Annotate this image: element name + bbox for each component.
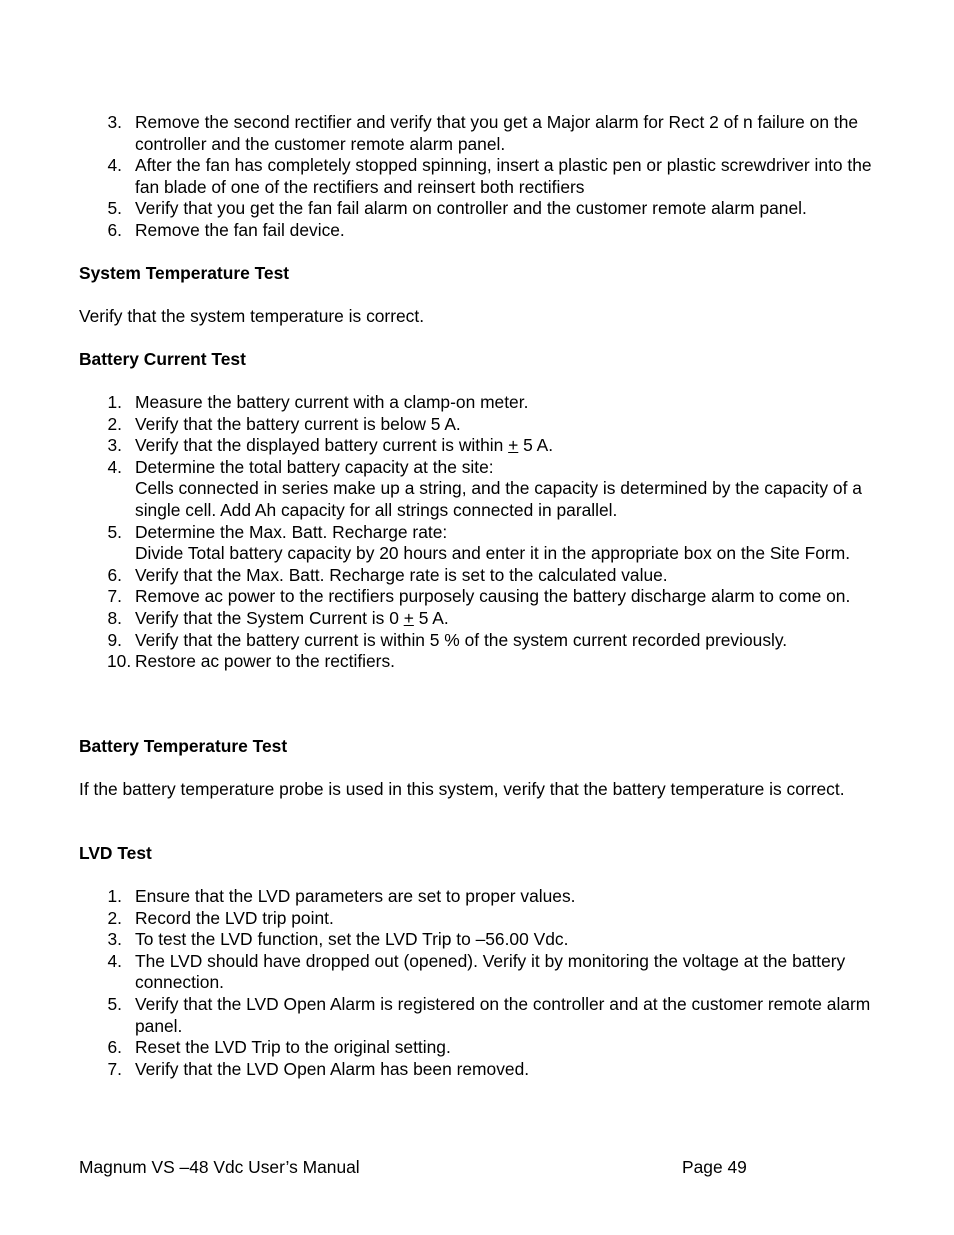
fan-test-steps — [79, 112, 879, 242]
list-item: 7. Remove ac power to the rectifiers purposely causing the battery discharge alarm to come on. — [107, 586, 851, 607]
list-item: 4. Determine the total battery capacity at the site: Cells connected in series make up a string, and the capacity is determined by the capacity of a single cell. Add Ah capacity for all strings connected in parallel. — [107, 456, 862, 520]
footer-page-number: Page 49 — [682, 1157, 747, 1177]
footer-manual-title: Magnum VS –48 Vdc User’s Manual — [79, 1157, 360, 1177]
list-item: 7. Verify that the LVD Open Alarm has been removed. — [107, 1058, 530, 1079]
list-item: 6. Remove the fan fail device. — [107, 219, 345, 240]
section-heading-system-temperature: System Temperature Test — [79, 263, 290, 283]
list-item: 1. Ensure that the LVD parameters are set to proper values. — [107, 886, 576, 906]
list-item: 2. Record the LVD trip point. — [107, 907, 334, 928]
list-item: 6. Verify that the Max. Batt. Recharge rate is set to the calculated value. — [107, 564, 668, 585]
list-item: 3. Remove the second rectifier and verify that you get a Major alarm for Rect 2 of n failure on the controller and the customer remote alarm panel. — [107, 112, 859, 154]
list-item: 1. Measure the battery current with a clamp-on meter. — [107, 392, 529, 412]
list-item: 5. Verify that you get the fan fail alarm on controller and the customer remote alarm panel. — [107, 198, 807, 219]
battery-current-steps — [79, 392, 879, 673]
lvd-steps — [79, 886, 879, 1080]
section-heading-battery-current: Battery Current Test — [79, 349, 246, 369]
list-item: 9. Verify that the battery current is within 5 % of the system current recorded previously. — [107, 629, 788, 650]
list-item: 10. Restore ac power to the rectifiers. — [107, 651, 396, 672]
plus-minus-sign: + — [403, 607, 414, 628]
section-heading-lvd: LVD Test — [79, 843, 152, 863]
list-item: 6. Reset the LVD Trip to the original setting. — [107, 1037, 451, 1058]
system-temperature-text: Verify that the system temperature is correct. — [79, 306, 425, 326]
battery-temperature-text: If the battery temperature probe is used in this system, verify that the battery temperature is correct. — [79, 779, 845, 799]
list-item: 4. After the fan has completely stopped spinning, insert a plastic pen or plastic screwdriver into the fan blade of one of the rectifiers and reinsert both rectifiers — [107, 155, 872, 197]
list-item: 5. Verify that the LVD Open Alarm is registered on the controller and at the customer remote alarm panel. — [107, 993, 871, 1036]
plus-minus-sign: + — [508, 435, 519, 456]
list-item: 2. Verify that the battery current is below 5 A. — [107, 413, 461, 434]
list-item: 3. Verify that the displayed battery current is within + 5 A. — [107, 435, 554, 456]
list-item: 4. The LVD should have dropped out (opened). Verify it by monitoring the voltage at the battery connection. — [107, 950, 846, 993]
section-heading-battery-temperature: Battery Temperature Test — [79, 736, 288, 756]
list-item: 3. To test the LVD function, set the LVD Trip to –56.00 Vdc. — [107, 929, 569, 950]
list-item: 8. Verify that the System Current is 0 + 5 A. — [107, 607, 449, 628]
list-item: 5. Determine the Max. Batt. Recharge rate: Divide Total battery capacity by 20 hours and enter it in the appropriate box on the Site Form. — [107, 521, 851, 564]
